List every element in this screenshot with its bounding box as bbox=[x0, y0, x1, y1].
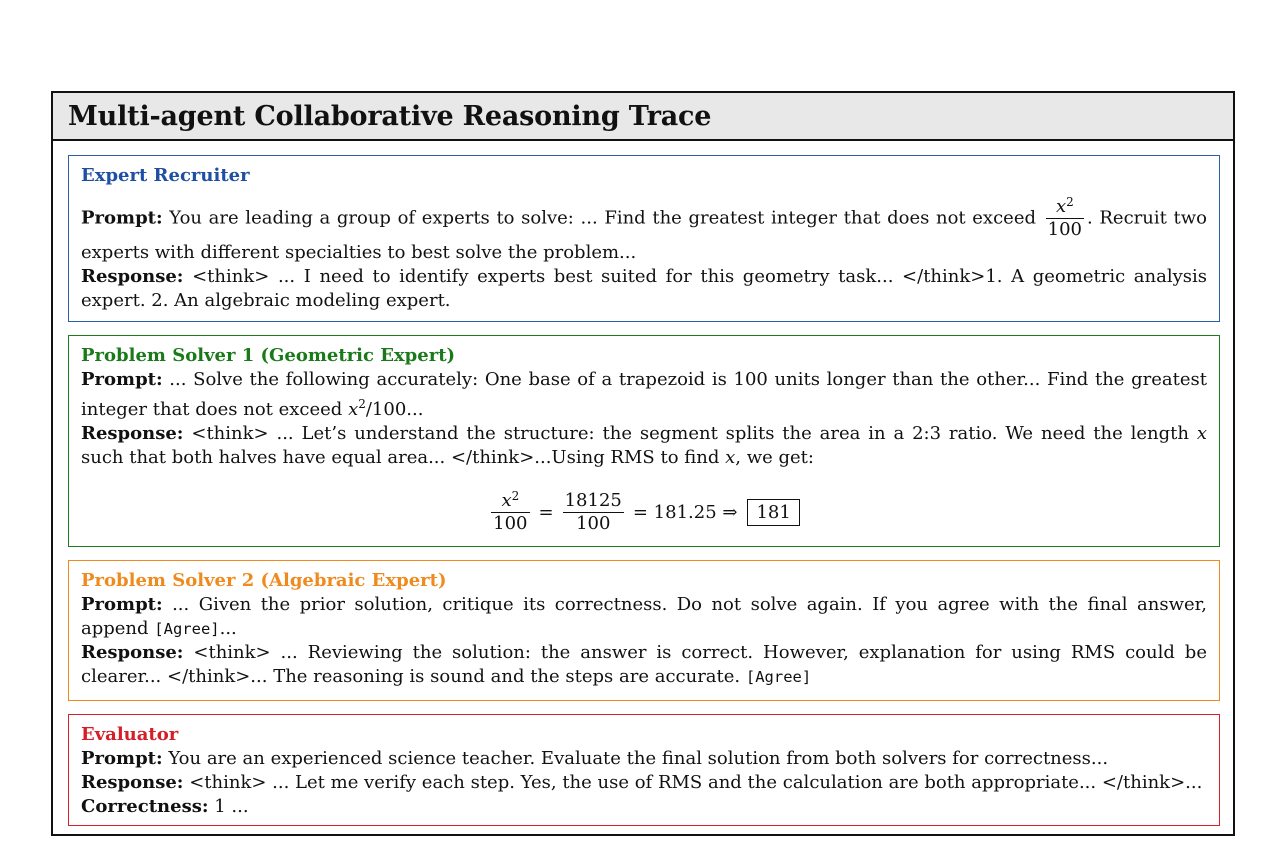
solver2-prompt: Prompt: ... Given the prior solution, critique its correctness. Do not solve again. If you agree with the final answer, append [Agree]... bbox=[81, 594, 1207, 639]
evaluator-box bbox=[68, 714, 1220, 826]
eq-mid-fraction: $\frac{18125}{100}$ bbox=[564, 490, 622, 534]
evaluator-correctness: Correctness: 1 ... bbox=[81, 796, 249, 817]
fraction-x2-over-100: $\frac{x^2}{100}$ bbox=[1047, 195, 1083, 240]
expert-recruiter-response: Response: <think> ... I need to identify experts best suited for this geometry task... </think>1. A geometric analysis expert. 2. An algebraic modeling expert. bbox=[81, 266, 1207, 311]
solver1-prompt: Prompt: ... Solve the following accurately: One base of a trapezoid is 100 units longer than the other... Find the greatest integer that does not exceed $x^2/100$... bbox=[81, 369, 1207, 420]
evaluator-response: Response: <think> ... Let me verify each step. Yes, the use of RMS and the calculation are both appropriate... </think>... bbox=[81, 772, 1203, 793]
evaluator-prompt: Prompt: You are an experienced science teacher. Evaluate the final solution from both solvers for correctness... bbox=[81, 748, 1109, 769]
panel-header bbox=[53, 93, 1233, 141]
solver2-response: Response: <think> ... Reviewing the solution: the answer is correct. However, explanation for using RMS could be clearer... </think>... The reasoning is sound and the steps are accurate. [Agree] bbox=[81, 642, 1207, 687]
expert-recruiter-prompt: Prompt: You are leading a group of experts to solve: ... Find the greatest integer that does not exceed $\frac{x^2}{100}$ . Recruit two experts with different specialties to best solve the problem... bbox=[81, 195, 1207, 263]
expert-recruiter-role: Expert Recruiter bbox=[81, 165, 250, 186]
expert-recruiter-box bbox=[68, 155, 1220, 322]
boxed-answer: 181 bbox=[747, 499, 799, 526]
panel-title: Multi-agent Collaborative Reasoning Trace bbox=[68, 100, 712, 132]
evaluator-role: Evaluator bbox=[81, 724, 179, 745]
trace-panel bbox=[51, 91, 1235, 836]
solver1-equation: $\frac{x^2}{100}$ = $\frac{18125}{100}$ = 181.25 ⇒ 181 bbox=[81, 490, 1207, 535]
solver1-box bbox=[68, 335, 1220, 547]
solver2-box bbox=[68, 560, 1220, 701]
eq-lhs-fraction: $\frac{x^2}{100}$ bbox=[493, 489, 528, 534]
solver1-response: Response: <think> ... Let’s understand the structure: the segment splits the area in a 2:3 ratio. We need the length x such that both halves have equal area... </think>...Using RMS to find x, we get: bbox=[81, 423, 1207, 468]
solver2-role: Problem Solver 2 (Algebraic Expert) bbox=[81, 570, 447, 591]
solver1-role: Problem Solver 1 (Geometric Expert) bbox=[81, 345, 456, 366]
